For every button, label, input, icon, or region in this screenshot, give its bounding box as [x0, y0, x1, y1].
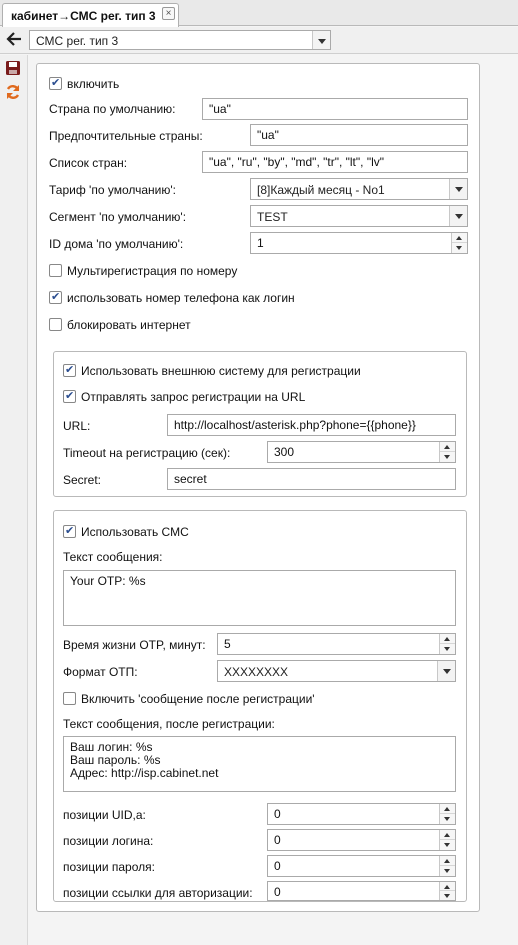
- chevron-down-icon[interactable]: [449, 179, 467, 199]
- secret-input[interactable]: secret: [167, 468, 456, 490]
- message-text-label: Текст сообщения:: [63, 550, 163, 564]
- login-position-input[interactable]: [267, 829, 456, 851]
- url-label: URL:: [63, 419, 91, 433]
- country-list-label: Список стран:: [49, 156, 128, 170]
- timeout-label: Timeout на регистрацию (сек):: [63, 446, 231, 460]
- message-text-area[interactable]: Your OTP: %s: [63, 570, 456, 626]
- country-list-input[interactable]: "ua", "ru", "by", "md", "tr", "lt", "lv": [202, 151, 468, 173]
- module-select-value: СМС рег. тип 3: [36, 34, 119, 48]
- post-reg-message-checkbox[interactable]: [63, 692, 76, 705]
- otp-lifetime-value: 5: [224, 637, 231, 651]
- auth-link-position-value: 0: [274, 885, 281, 899]
- url-input[interactable]: http://localhost/asterisk.php?phone={{phone}}: [167, 414, 456, 436]
- spin-down-icon[interactable]: [440, 814, 455, 824]
- post-reg-text-area[interactable]: Ваш логин: %s Ваш пароль: %s Адрес: http://isp.cabinet.net: [63, 736, 456, 792]
- close-icon[interactable]: ×: [162, 7, 175, 20]
- password-position-value: 0: [274, 859, 281, 873]
- toolbar: [0, 27, 518, 54]
- default-segment-value: TEST: [257, 210, 288, 224]
- preferred-countries-label: Предпочтительные страны:: [49, 129, 203, 143]
- number-spinner[interactable]: [439, 856, 455, 876]
- timeout-value: 300: [274, 445, 295, 459]
- external-registration-group: [53, 351, 467, 497]
- default-segment-label: Сегмент 'по умолчанию':: [49, 210, 187, 224]
- password-position-label: позиции пароля:: [63, 860, 155, 874]
- sms-group: [53, 510, 467, 902]
- tab-label: кабинет→СМС рег. тип 3: [11, 9, 156, 23]
- number-spinner[interactable]: [439, 442, 455, 462]
- auth-link-position-label: позиции ссылки для авторизации:: [63, 886, 253, 900]
- login-position-value: 0: [274, 833, 281, 847]
- use-external-label: Использовать внешнюю систему для регистрации: [81, 364, 361, 378]
- default-house-id-input[interactable]: [250, 232, 468, 254]
- post-reg-message-label: Включить 'сообщение после регистрации': [81, 692, 315, 706]
- use-external-checkbox[interactable]: [63, 364, 76, 377]
- settings-panel: [36, 63, 480, 912]
- spin-down-icon[interactable]: [440, 891, 455, 900]
- default-house-id-label: ID дома 'по умолчанию':: [49, 237, 184, 251]
- enable-label: включить: [67, 77, 120, 91]
- spin-up-icon[interactable]: [440, 830, 455, 840]
- otp-format-value: XXXXXXXX: [224, 665, 289, 679]
- block-internet-checkbox[interactable]: [49, 318, 62, 331]
- enable-checkbox[interactable]: [49, 77, 62, 90]
- floppy-disk-icon[interactable]: [5, 60, 23, 78]
- send-url-checkbox[interactable]: [63, 390, 76, 403]
- tab-sms-registration[interactable]: [2, 3, 179, 27]
- spin-down-icon[interactable]: [440, 452, 455, 462]
- send-url-label: Отправлять запрос регистрации на URL: [81, 390, 306, 404]
- default-country-input[interactable]: "ua": [202, 98, 468, 120]
- multi-registration-checkbox[interactable]: [49, 264, 62, 277]
- spin-down-icon[interactable]: [440, 840, 455, 850]
- spin-up-icon[interactable]: [440, 442, 455, 452]
- phone-as-login-checkbox[interactable]: [49, 291, 62, 304]
- spin-up-icon[interactable]: [440, 634, 455, 644]
- auth-link-position-input[interactable]: [267, 881, 456, 901]
- secret-label: Secret:: [63, 473, 102, 487]
- multi-registration-label: Мультирегистрация по номеру: [67, 264, 238, 278]
- number-spinner[interactable]: [451, 233, 467, 253]
- default-segment-select[interactable]: [250, 205, 468, 227]
- uid-position-input[interactable]: [267, 803, 456, 825]
- spin-down-icon[interactable]: [440, 644, 455, 654]
- spin-down-icon[interactable]: [440, 866, 455, 876]
- spin-up-icon[interactable]: [440, 856, 455, 866]
- block-internet-label: блокировать интернет: [67, 318, 191, 332]
- refresh-icon[interactable]: [5, 84, 23, 102]
- spin-down-icon[interactable]: [452, 243, 467, 253]
- chevron-down-icon[interactable]: [449, 206, 467, 226]
- chevron-down-icon[interactable]: [437, 661, 455, 681]
- default-tariff-label: Тариф 'по умолчанию':: [49, 183, 176, 197]
- otp-lifetime-label: Время жизни OTP, минут:: [63, 638, 206, 652]
- number-spinner[interactable]: [439, 634, 455, 654]
- preferred-countries-input[interactable]: "ua": [250, 124, 468, 146]
- use-sms-label: Использовать СМС: [81, 525, 189, 539]
- post-reg-text-label: Текст сообщения, после регистрации:: [63, 717, 275, 731]
- module-select[interactable]: [29, 30, 331, 50]
- default-tariff-value: [8]Каждый месяц - No1: [257, 183, 385, 197]
- spin-up-icon[interactable]: [440, 882, 455, 891]
- default-country-label: Страна по умолчанию:: [49, 102, 176, 116]
- login-position-label: позиции логина:: [63, 834, 154, 848]
- tab-strip: [0, 0, 518, 26]
- chevron-down-icon[interactable]: [312, 31, 330, 49]
- uid-position-value: 0: [274, 807, 281, 821]
- otp-format-label: Формат ОТП:: [63, 665, 138, 679]
- default-tariff-select[interactable]: [250, 178, 468, 200]
- arrow-left-icon[interactable]: [4, 30, 24, 50]
- timeout-input[interactable]: [267, 441, 456, 463]
- otp-lifetime-input[interactable]: [217, 633, 456, 655]
- password-position-input[interactable]: [267, 855, 456, 877]
- default-house-id-value: 1: [257, 236, 264, 250]
- otp-format-select[interactable]: [217, 660, 456, 682]
- spin-up-icon[interactable]: [440, 804, 455, 814]
- number-spinner[interactable]: [439, 830, 455, 850]
- number-spinner[interactable]: [439, 804, 455, 824]
- phone-as-login-label: использовать номер телефона как логин: [67, 291, 295, 305]
- number-spinner[interactable]: [439, 882, 455, 900]
- uid-position-label: позиции UID,а:: [63, 808, 146, 822]
- spin-up-icon[interactable]: [452, 233, 467, 243]
- left-toolbar: [0, 55, 28, 945]
- use-sms-checkbox[interactable]: [63, 525, 76, 538]
